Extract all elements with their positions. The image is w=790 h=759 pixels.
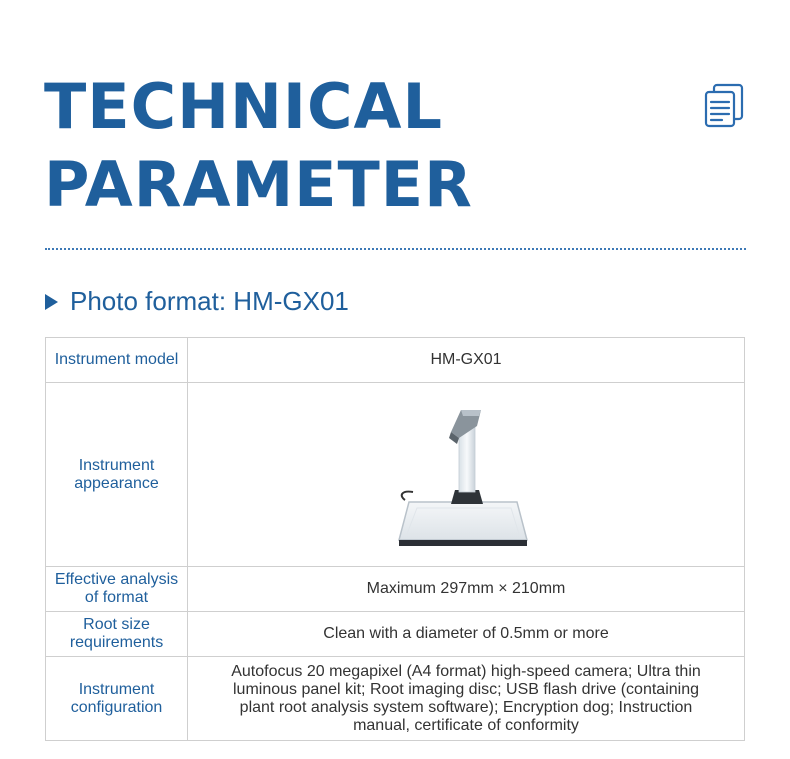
table-row — [46, 338, 745, 383]
section-heading — [45, 286, 349, 317]
row-value: Autofocus 20 megapixel (A4 format) high-speed camera; Ultra thin luminous panel kit; Root imaging disc; USB flash drive (containing plant root analysis system software); Encryption dog; Instruction manual, certificate of conformity — [188, 657, 745, 741]
row-label: Effective analysis of format — [46, 567, 188, 612]
table-row — [46, 567, 745, 612]
spec-table — [45, 337, 745, 741]
row-value: Maximum 297mm × 210mm — [188, 567, 745, 612]
document-icon — [700, 82, 748, 130]
triangle-bullet-icon — [45, 294, 58, 310]
scanner-device-image — [391, 400, 541, 550]
row-label: Instrument appearance — [46, 383, 188, 567]
table-row — [46, 612, 745, 657]
appearance-cell — [188, 383, 745, 567]
row-label: Instrument model — [46, 338, 188, 383]
table-row — [46, 657, 745, 741]
page-title — [44, 68, 473, 224]
table-row — [46, 383, 745, 567]
dotted-divider — [45, 248, 746, 250]
row-label: Root size requirements — [46, 612, 188, 657]
row-value: HM-GX01 — [188, 338, 745, 383]
title-line-1: TECHNICAL — [44, 70, 443, 143]
section-title: Photo format: HM-GX01 — [70, 286, 349, 316]
row-value: Clean with a diameter of 0.5mm or more — [188, 612, 745, 657]
row-label: Instrument configuration — [46, 657, 188, 741]
title-line-2: PARAMETER — [44, 148, 473, 221]
